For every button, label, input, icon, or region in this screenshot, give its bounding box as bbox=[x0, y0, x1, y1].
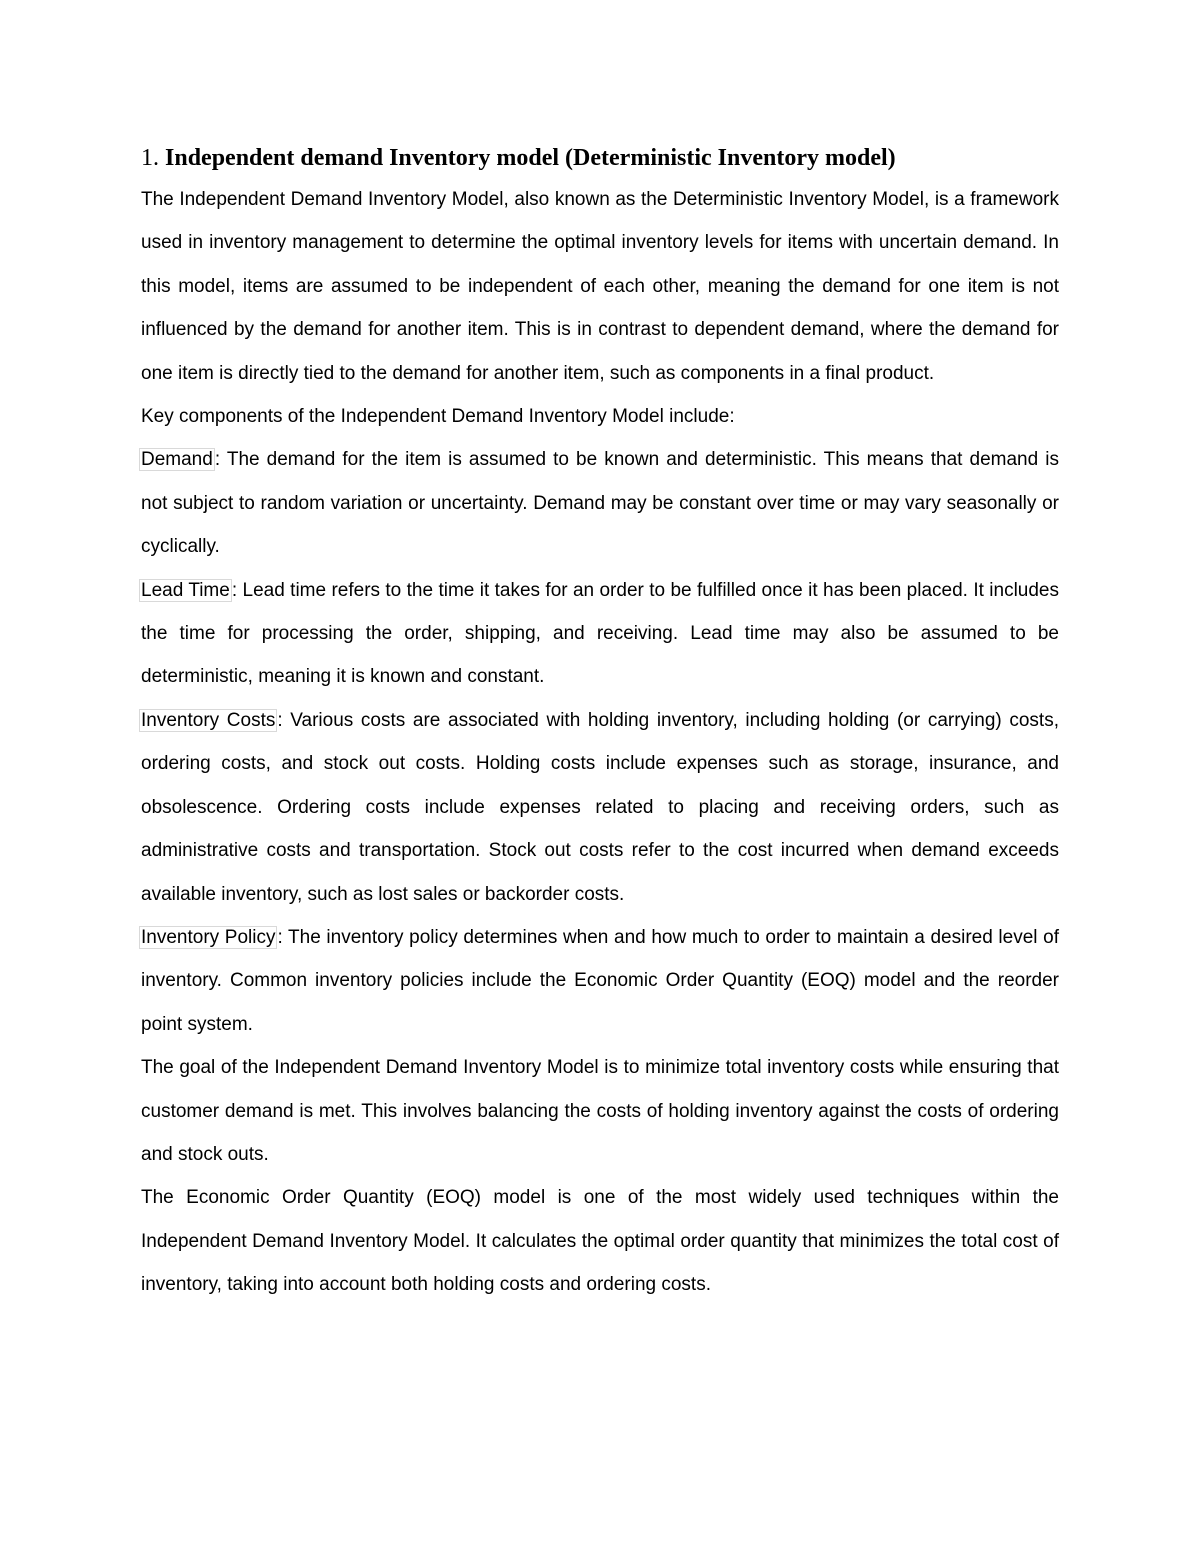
inventory-policy-term: Inventory Policy bbox=[141, 926, 276, 948]
lead-time-text: : Lead time refers to the time it takes for an order to be fulfilled once it has been placed. It includes the time for processing the order, shipping, and receiving. Lead time may also be assumed to be deterministic, meaning it is known and constant. bbox=[141, 579, 1059, 688]
lead-time-paragraph bbox=[141, 569, 1059, 699]
section-title: Independent demand Inventory model (Deterministic Inventory model) bbox=[165, 145, 896, 171]
lead-time-term: Lead Time bbox=[141, 579, 230, 601]
inventory-policy-paragraph bbox=[141, 916, 1059, 1046]
demand-paragraph bbox=[141, 438, 1059, 568]
intro-paragraph: The Independent Demand Inventory Model, also known as the Deterministic Inventory Model, is a framework used in inventory management to determine the optimal inventory levels for items with uncertain demand. In this model, items are assumed to be independent of each other, meaning the demand for one item is not influenced by the demand for another item. This is in contrast to dependent demand, where the demand for one item is directly tied to the demand for another item, such as components in a final product. bbox=[141, 189, 1059, 384]
goal-paragraph: The goal of the Independent Demand Inventory Model is to minimize total inventory costs while ensuring that customer demand is met. This involves balancing the costs of holding inventory against the costs of ordering and stock outs. bbox=[141, 1057, 1059, 1165]
demand-term: Demand bbox=[141, 449, 213, 471]
section-heading bbox=[141, 138, 1059, 178]
document-body bbox=[141, 138, 1059, 1307]
inventory-costs-paragraph bbox=[141, 699, 1059, 916]
inventory-costs-term: Inventory Costs bbox=[141, 709, 276, 731]
key-components-paragraph: Key components of the Independent Demand Inventory Model include: bbox=[141, 406, 735, 428]
inventory-costs-text: : Various costs are associated with holding inventory, including holding (or carrying) costs, ordering costs, and stock out costs. Holding costs include expenses such as storage, insurance, and obsolescence. Ordering costs include expenses related to placing and receiving orders, such as administrative costs and transportation. Stock out costs refer to the cost incurred when demand exceeds available inventory, such as lost sales or backorder costs. bbox=[141, 709, 1059, 905]
section-number: 1. bbox=[141, 145, 159, 171]
inventory-policy-text: : The inventory policy determines when and how much to order to maintain a desired level of inventory. Common inventory policies include the Economic Order Quantity (EOQ) model and the reorder point system. bbox=[141, 926, 1059, 1035]
eoq-paragraph: The Economic Order Quantity (EOQ) model is one of the most widely used techniques within the Independent Demand Inventory Model. It calculates the optimal order quantity that minimizes the total cost of inventory, taking into account both holding costs and ordering costs. bbox=[141, 1187, 1059, 1296]
demand-text: : The demand for the item is assumed to be known and deterministic. This means that demand is not subject to random variation or uncertainty. Demand may be constant over time or may vary seasonally or cyclically. bbox=[141, 449, 1059, 558]
